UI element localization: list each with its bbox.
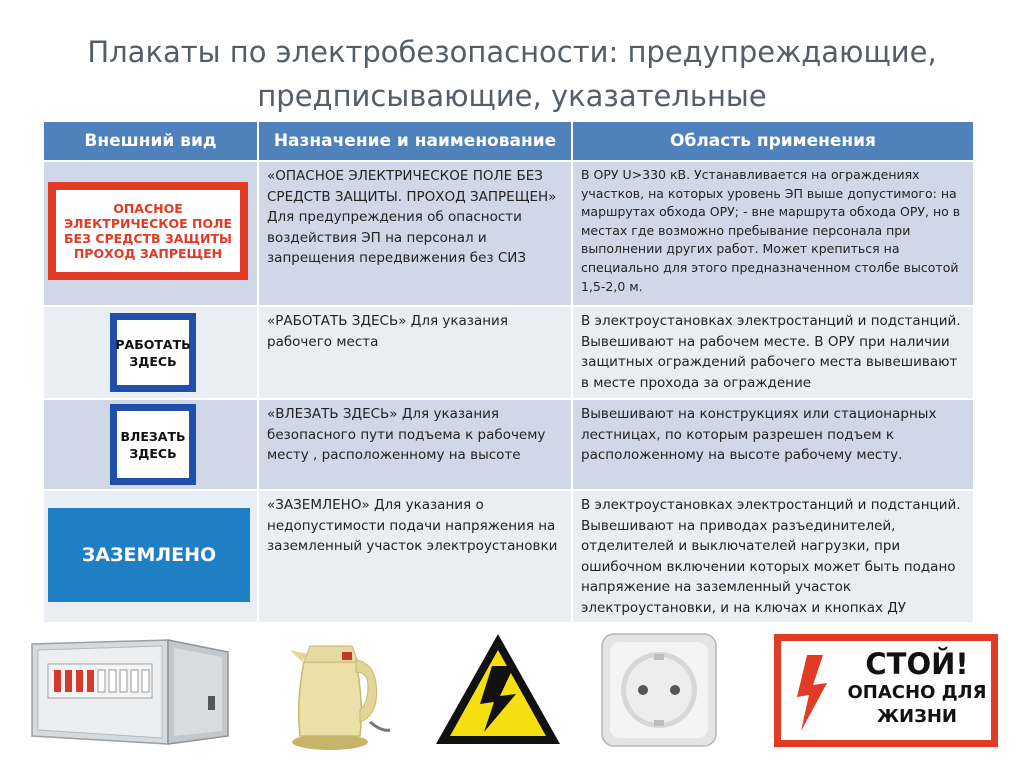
sign-line: ВЛЕЗАТЬ bbox=[120, 428, 186, 444]
stop-danger-sign bbox=[774, 634, 998, 747]
sign-line: ЗАЗЕМЛЕНО bbox=[81, 543, 217, 566]
table-row-1-purpose: «ОПАСНОЕ ЭЛЕКТРИЧЕСКОЕ ПОЛЕ БЕЗ СРЕДСТВ ЗАЩИТЫ. ПРОХОД ЗАПРЕЩЕН» Для предупреждения об опасности воздействия ЭП на персонал и запрещения передвижения без СИЗ bbox=[259, 162, 571, 305]
power-socket-photo bbox=[598, 632, 720, 750]
stop-sign-line-2: ОПАСНО ДЛЯ bbox=[847, 682, 987, 703]
page-title bbox=[0, 30, 1024, 118]
header-appearance: Внешний вид bbox=[44, 122, 257, 160]
table-row-3-scope: Вывешивают на конструкциях или стационарных лестницах, по которым разрешен подъем к расположенному на высоте рабочему месту. bbox=[573, 400, 973, 489]
table-row-4-purpose: «ЗАЗЕМЛЕНО» Для указания о недопустимости подачи напряжения на заземленный участок электроустановки bbox=[259, 491, 571, 622]
sign-line: ПРОХОД ЗАПРЕЩЕН bbox=[73, 246, 223, 261]
high-voltage-warning-icon bbox=[432, 630, 564, 750]
table-row-1-appearance bbox=[44, 162, 257, 305]
electric-kettle-photo bbox=[280, 632, 392, 754]
table-row-4-scope: В электроустановках электростанций и подстанций. Вывешивают на приводах разъединителей, отделителей и выключателей нагрузки, при ошибочном включении которых может быть подано напряжение на заземленный участок электроустановки, и на ключах и кнопках ДУ bbox=[573, 491, 973, 622]
sign-line: РАБОТАТЬ bbox=[115, 336, 191, 352]
electrical-panel-photo bbox=[28, 636, 238, 748]
table-row-3-purpose: «ВЛЕЗАТЬ ЗДЕСЬ» Для указания безопасного пути подъема к рабочему месту , расположенному на высоте bbox=[259, 400, 571, 489]
sign-line: ЗДЕСЬ bbox=[129, 445, 177, 461]
table-row-2-appearance bbox=[44, 307, 257, 398]
table-row-2-purpose: «РАБОТАТЬ ЗДЕСЬ» Для указания рабочего места bbox=[259, 307, 571, 398]
table-row-2-scope: В электроустановках электростанций и подстанций. Вывешивают на рабочем месте. В ОРУ при наличии защитных ограждений рабочего места вывешивают в месте прохода за ограждение bbox=[573, 307, 973, 398]
sign-work-here bbox=[110, 313, 196, 392]
sign-climb-here bbox=[110, 404, 196, 485]
stop-sign-line-3: ЖИЗНИ bbox=[876, 706, 957, 727]
sign-line: ЗДЕСЬ bbox=[129, 353, 177, 369]
sign-line: ОПАСНОЕ bbox=[113, 201, 183, 216]
table-row-3-appearance bbox=[44, 400, 257, 489]
stop-sign-line-1: СТОЙ! bbox=[865, 647, 969, 681]
sign-danger-field bbox=[48, 182, 248, 280]
title-line-2: предписывающие, указательные bbox=[257, 79, 767, 113]
header-scope: Область применения bbox=[573, 122, 973, 160]
sign-grounded bbox=[48, 508, 250, 602]
title-line-1: Плакаты по электробезопасности: предупреждающие, bbox=[87, 35, 937, 69]
header-purpose: Назначение и наименование bbox=[259, 122, 571, 160]
table-row-1-scope: В ОРУ U>330 кВ. Устанавливается на ограждениях участков, на которых уровень ЭП выше допустимого: на маршрутах обхода ОРУ; - вне маршрута обхода ОРУ, но в местах где возможно пребывание персонала при выполнении других работ. Может крепиться на специально для этого предназначенном столбе высотой 1,5-2,0 м. bbox=[573, 162, 973, 305]
table-row-4-appearance bbox=[44, 491, 257, 622]
sign-line: БЕЗ СРЕДСТВ ЗАЩИТЫ bbox=[64, 231, 232, 246]
lightning-bolt-icon bbox=[793, 653, 833, 733]
sign-line: ЭЛЕКТРИЧЕСКОЕ ПОЛЕ bbox=[63, 216, 233, 231]
